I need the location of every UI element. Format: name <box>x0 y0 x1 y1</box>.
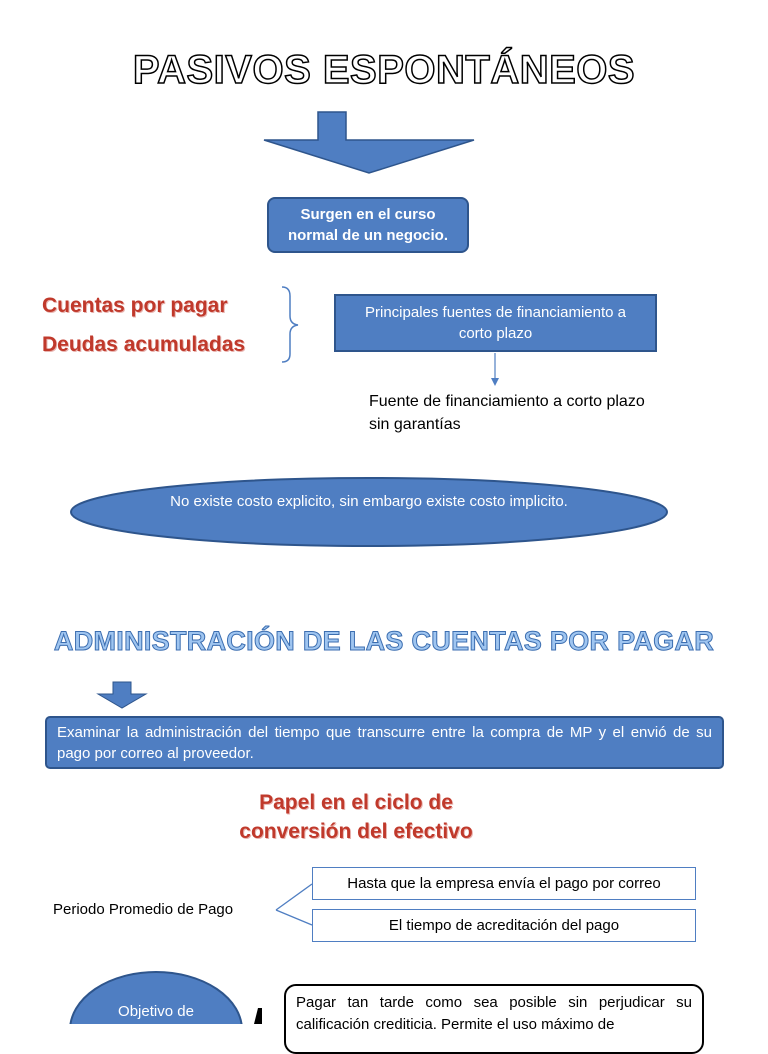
periodo-label: Periodo Promedio de Pago <box>53 901 234 918</box>
ellipse-text: No existe costo explicito, sin embargo existe costo implicito. <box>170 493 568 510</box>
page-title: PASIVOS ESPONTÁNEOS <box>132 48 636 92</box>
label-cuentas: Cuentas por pagar <box>42 294 228 317</box>
papel-title <box>0 788 712 846</box>
tiempo-box <box>312 909 696 942</box>
fuente-text: Fuente de financiamiento a corto plazo sin garantías <box>369 393 645 433</box>
section-title: ADMINISTRACIÓN DE LAS CUENTAS POR PAGAR <box>53 626 715 656</box>
examinar-text: Examinar la administración del tiempo que transcurre entre la compra de MP y el envió de su pago por correo al proveedor. <box>57 723 712 762</box>
papel-title-line1: Papel en el ciclo de <box>259 791 453 814</box>
surgen-text: Surgen en el curso normal de un negocio. <box>287 206 448 244</box>
down-arrow-icon <box>264 112 474 173</box>
papel-title-line2: conversión del efectivo <box>239 820 473 843</box>
tiempo-text: El tiempo de acreditación del pago <box>388 917 620 934</box>
hasta-box <box>312 867 696 900</box>
thin-arrow-icon <box>491 378 499 386</box>
black-arrow-icon <box>254 1008 262 1024</box>
examinar-box <box>45 716 724 769</box>
principales-text: Principales fuentes de financiamiento a corto plazo <box>365 304 626 342</box>
section-down-arrow-icon <box>98 682 146 708</box>
pagar-text: Pagar tan tarde como sea posible sin perjudicar su calificación crediticia. Permite el uso máximo de <box>296 994 692 1033</box>
label-deudas: Deudas acumuladas <box>42 333 246 356</box>
pagar-box <box>284 984 704 1054</box>
cost-ellipse <box>71 478 667 546</box>
brace-icon <box>282 287 298 362</box>
surgen-box <box>267 197 469 253</box>
principales-box <box>334 294 657 352</box>
hasta-text: Hasta que la empresa envía el pago por correo <box>347 875 661 892</box>
objetivo-text: Objetivo de <box>118 1003 194 1020</box>
